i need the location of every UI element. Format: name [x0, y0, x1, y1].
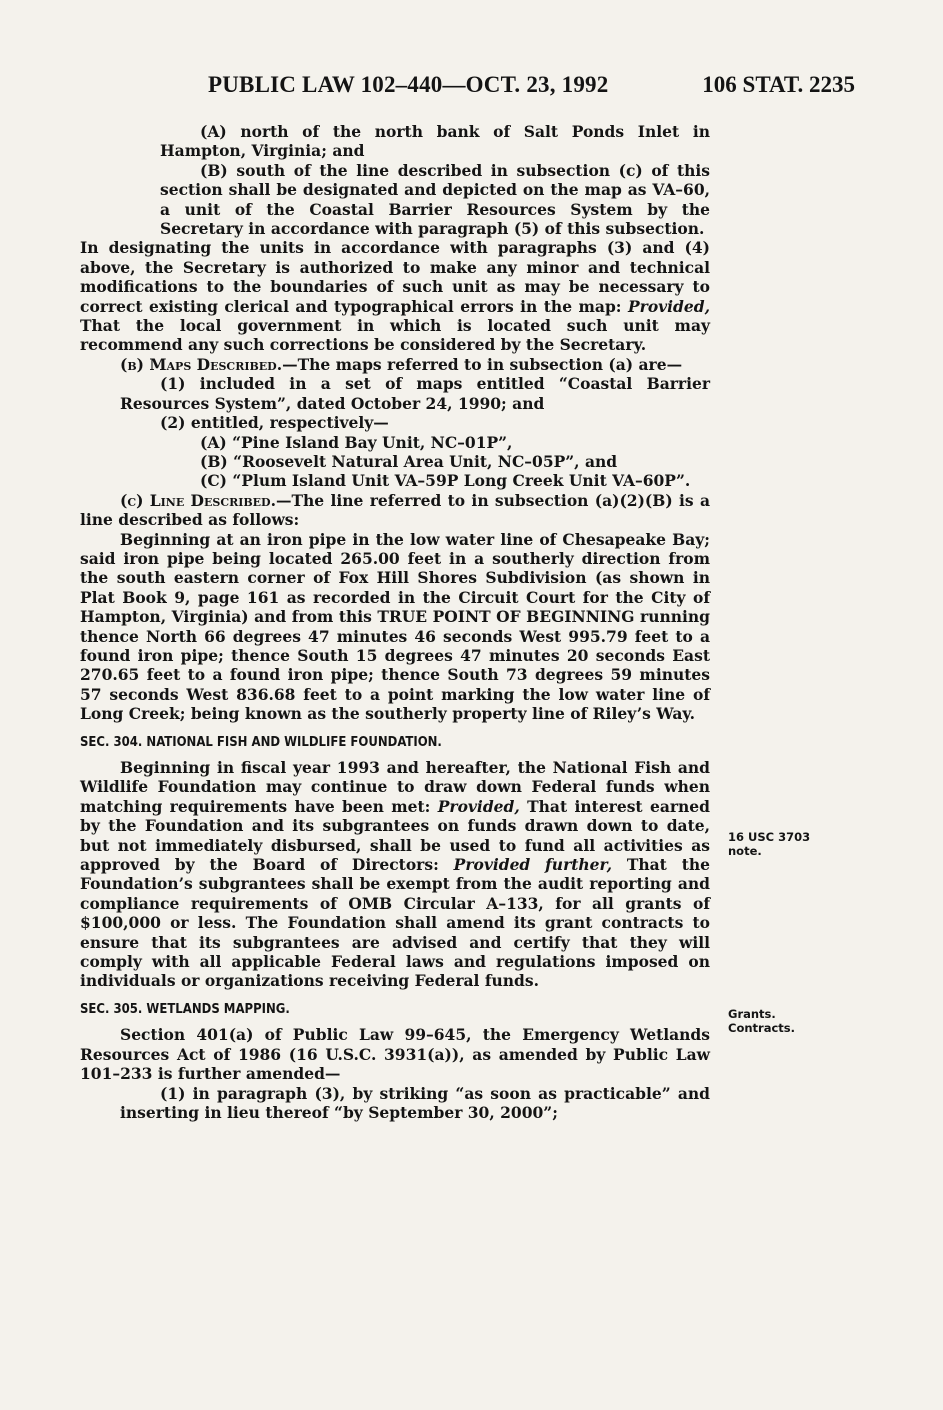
document-body — [80, 122, 710, 1122]
section-304-heading: SEC. 304. NATIONAL FISH AND WILDLIFE FOUNDATION. — [80, 734, 442, 750]
paragraph-b: (B) south of the line described in subsection (c) of this section shall be designated and depicted on the map as VA–60, a unit of the Coastal Barrier Resources System by the Secretary in accordance with paragraph (5) of this subsection. — [160, 160, 710, 239]
contracts-note: Contracts. — [728, 1021, 795, 1035]
maps-described-heading: (b) Maps Described. — [120, 354, 283, 374]
paragraph-a: (A) north of the north bank of Salt Ponds Inlet in Hampton, Virginia; and — [160, 122, 710, 161]
line-described-heading: (c) Line Described. — [120, 490, 276, 510]
section-305-item-1: (1) in paragraph (3), by striking “as soon as practicable” and inserting in lieu thereof “by September 30, 2000”; — [120, 1083, 710, 1122]
maps-item-2c: (C) “Plum Island Unit VA–59P Long Creek Unit VA–60P”. — [200, 471, 691, 491]
maps-item-1: (1) included in a set of maps entitled “Coastal Barrier Resources System”, dated October 24, 1990; and — [120, 374, 710, 413]
section-305-text: Section 401(a) of Public Law 99–645, the Emergency Wetlands Resources Act of 1986 (16 U.S.C. 3931(a)), as amended by Public Law 101–233 is further amended— — [80, 1025, 710, 1084]
subsection-b: (b) Maps Described.—The maps referred to in subsection (a) are— — [120, 354, 683, 374]
margin-note-usc — [728, 830, 810, 858]
usc-citation: 16 USC 3703 — [728, 830, 811, 844]
paragraph-designating: In designating the units in accordance with paragraphs (3) and (4) above, the Secretary is authorized to make any minor and technical modifications to the boundaries of such unit as may be necessary to correct existing clerical and typographical errors in the map: Provided, That the local government in which is located such unit may recommend any such corrections be considered by the Secretary. — [80, 238, 710, 355]
line-description: Beginning at an iron pipe in the low water line of Chesapeake Bay; said iron pipe being located 265.00 feet in a southerly direction from the south eastern corner of Fox Hill Shores Subdivision (as shown in Plat Book 9, page 161 as recorded in the Circuit Court for the City of Hampton, Virginia) and from this TRUE POINT OF BEGINNING running thence North 66 degrees 47 minutes 46 seconds West 995.79 feet to a found iron pipe; thence South 15 degrees 47 minutes 20 seconds East 270.65 feet to a found iron pipe; thence South 73 degrees 59 minutes 57 seconds West 836.68 feet to a point marking the low water line of Long Creek; being known as the southerly property line of Riley’s Way. — [80, 529, 710, 724]
page-header — [80, 72, 855, 112]
maps-item-2b: (B) “Roosevelt Natural Area Unit, NC–05P”, and — [200, 451, 618, 471]
section-304-text: Beginning in fiscal year 1993 and hereafter, the National Fish and Wildlife Foundation may continue to draw down Federal funds when matching requirements have been met: Provided, That interest earned by the Foundation and its subgrantees on funds drawn down to date, but not immediately disbursed, shall be used to fund all activities as approved by the Board of Directors: Provided further, That the Foundation’s subgrantees shall be exempt from the audit reporting and compliance requirements of OMB Circular A–133, for all grants of $100,000 or less. The Foundation shall amend its grant contracts to ensure that its subgrantees are advised and certify that they will comply with all applicable Federal laws and regulations imposed on individuals or organizations receiving Federal funds. — [80, 758, 710, 991]
provided-italic: Provided, — [628, 296, 710, 316]
subsection-c: (c) Line Described.—The line referred to in subsection (a)(2)(B) is a line described as follows: — [80, 490, 710, 530]
section-305-heading: SEC. 305. WETLANDS MAPPING. — [80, 1001, 290, 1017]
margin-note-grants — [728, 1007, 795, 1035]
grants-note: Grants. — [728, 1007, 776, 1021]
law-title: PUBLIC LAW 102–440—OCT. 23, 1992 — [208, 72, 609, 97]
usc-note: note. — [728, 844, 762, 858]
maps-item-2: (2) entitled, respectively— — [160, 413, 389, 433]
stat-page-number: 106 STAT. 2235 — [702, 72, 855, 97]
maps-item-2a: (A) “Pine Island Bay Unit, NC–01P”, — [200, 432, 513, 452]
